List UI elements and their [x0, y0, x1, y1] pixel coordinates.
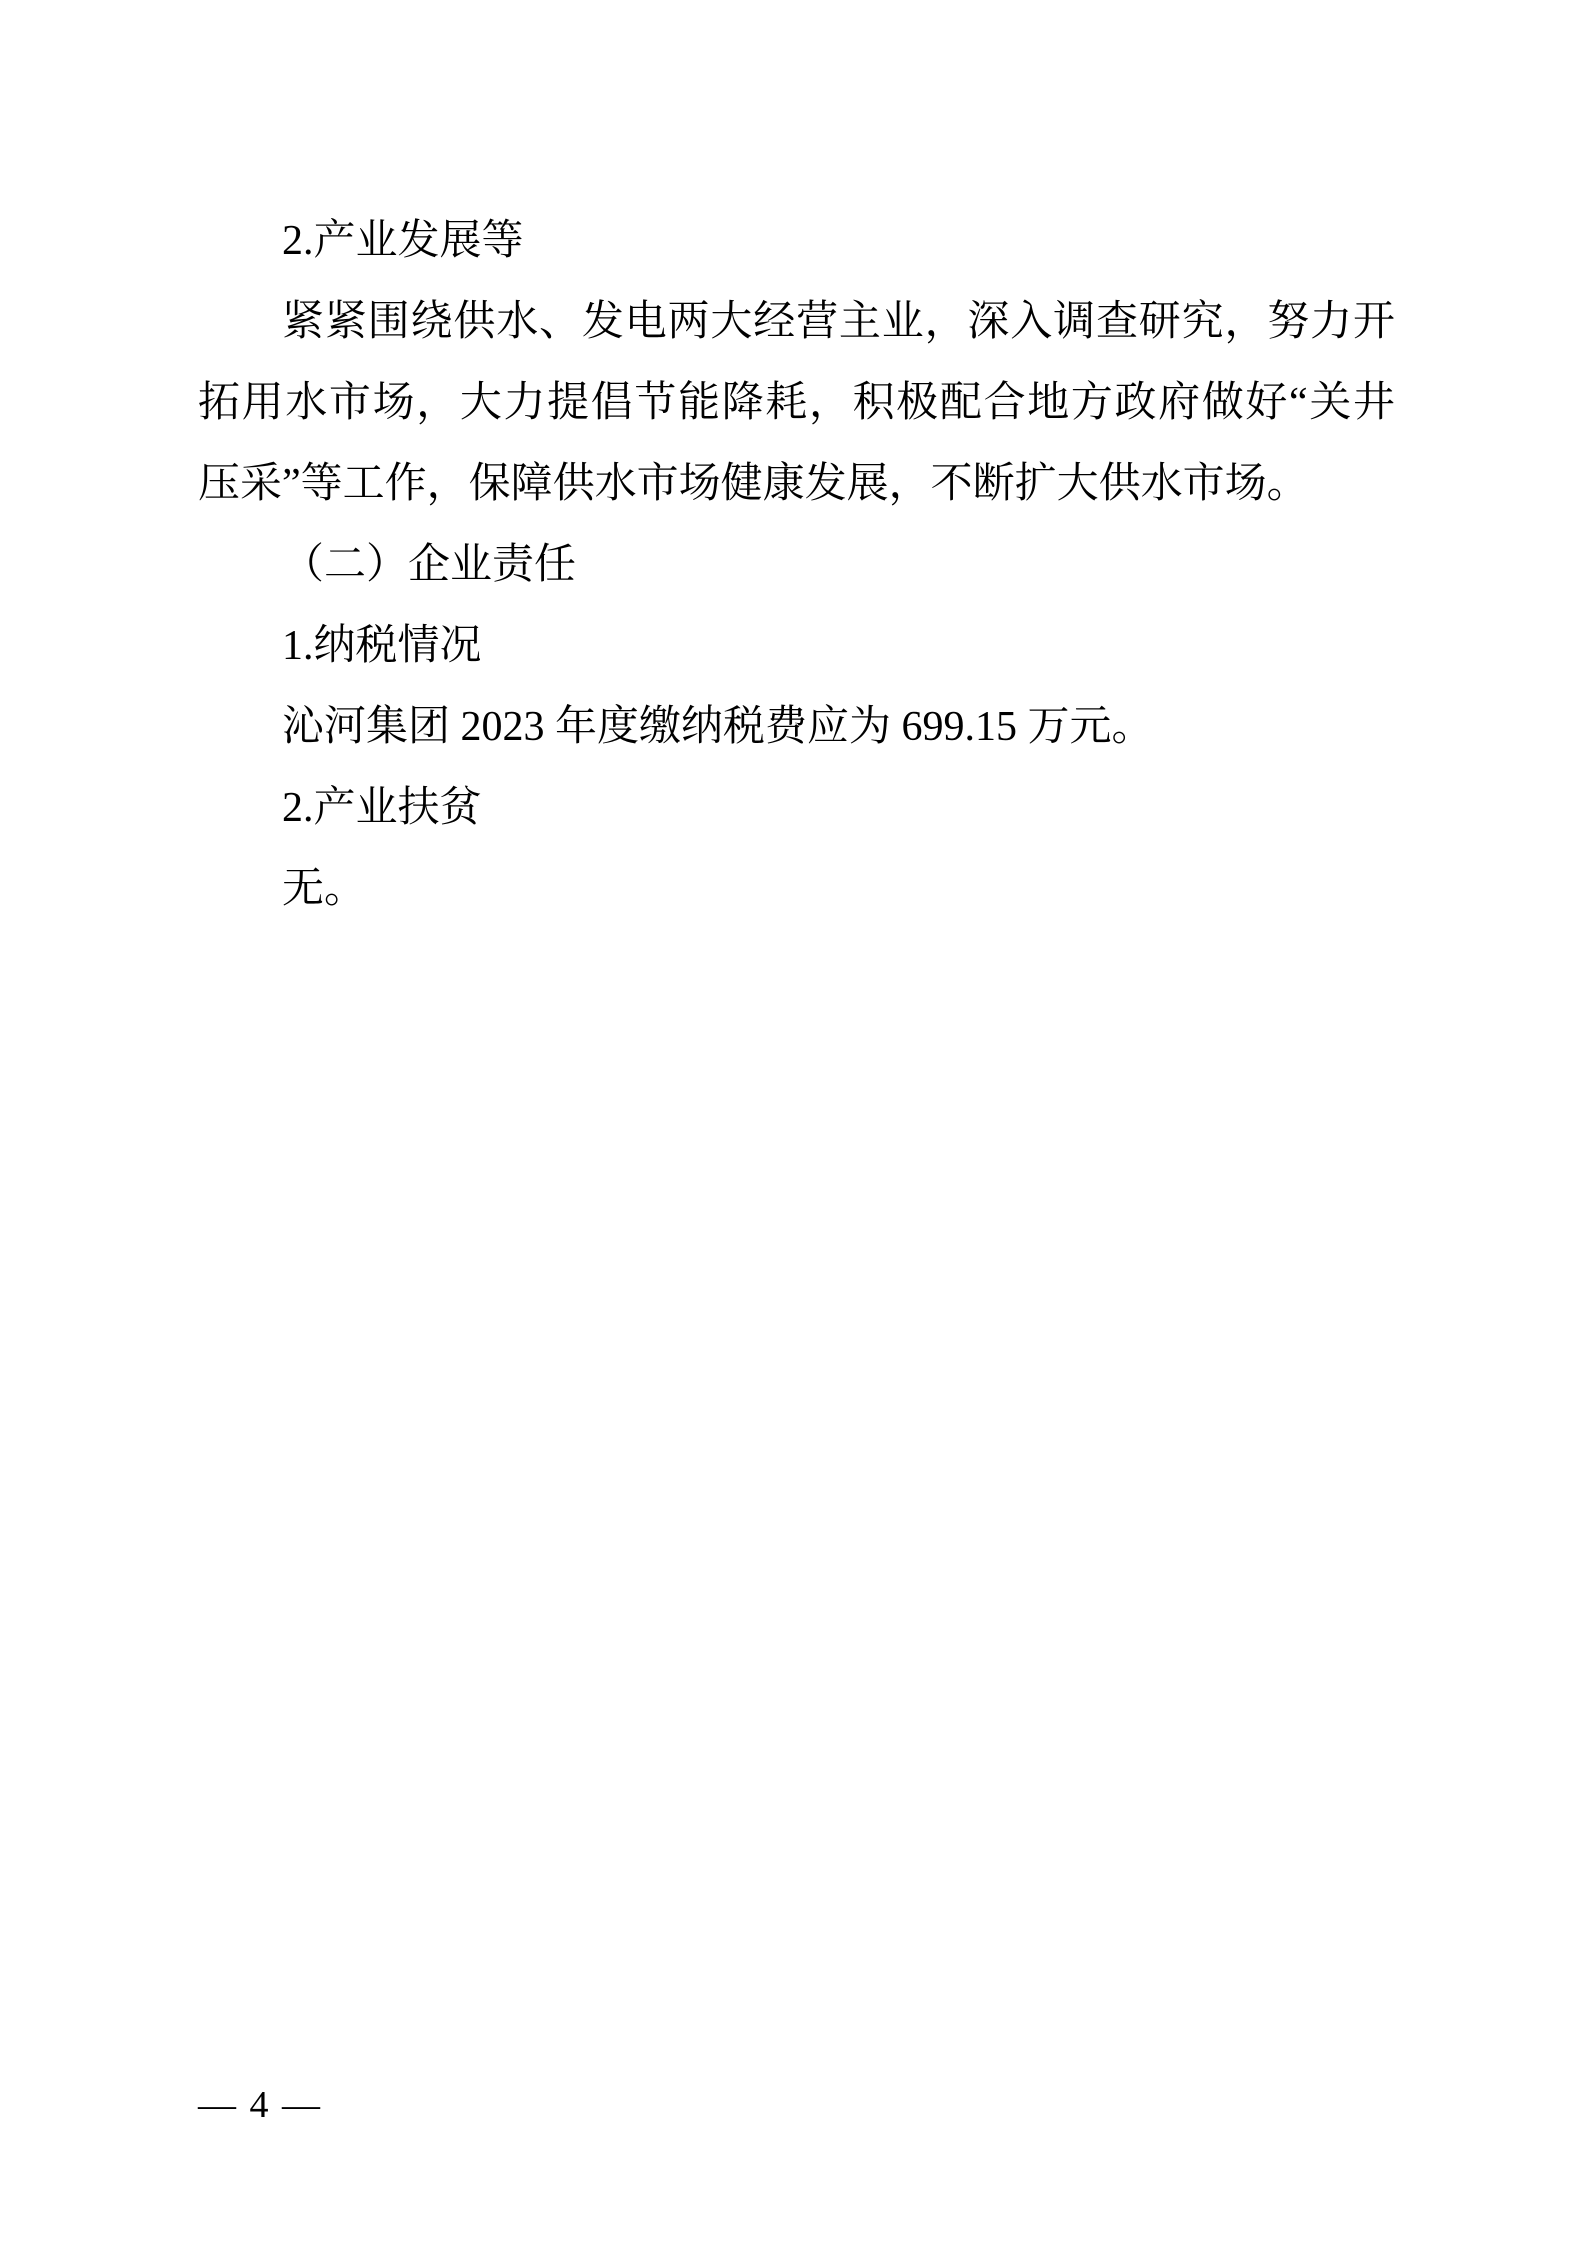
section-heading-tax-situation: 1.纳税情况: [282, 623, 482, 669]
paragraph-industry-line-3: 压采”等工作，保障供水市场健康发展，不断扩大供水市场。: [198, 461, 1309, 507]
paragraph-poverty-none: 无。: [282, 866, 367, 912]
page-number: — 4 —: [198, 2084, 322, 2126]
section-heading-industry-poverty-alleviation: 2.产业扶贫: [282, 785, 482, 831]
section-heading-enterprise-responsibility: （二）企业责任: [282, 542, 577, 588]
paragraph-tax-amount: 沁河集团 2023 年度缴纳税费应为 699.15 万元。: [282, 704, 1154, 750]
paragraph-industry-line-2: 拓用水市场，大力提倡节能降耗，积极配合地方政府做好“关井: [198, 380, 1395, 426]
section-heading-industry-development: 2.产业发展等: [282, 218, 524, 264]
document-body: [198, 201, 1395, 930]
paragraph-industry-line-1: 紧紧围绕供水、发电两大经营主业，深入调查研究，努力开: [282, 299, 1395, 345]
